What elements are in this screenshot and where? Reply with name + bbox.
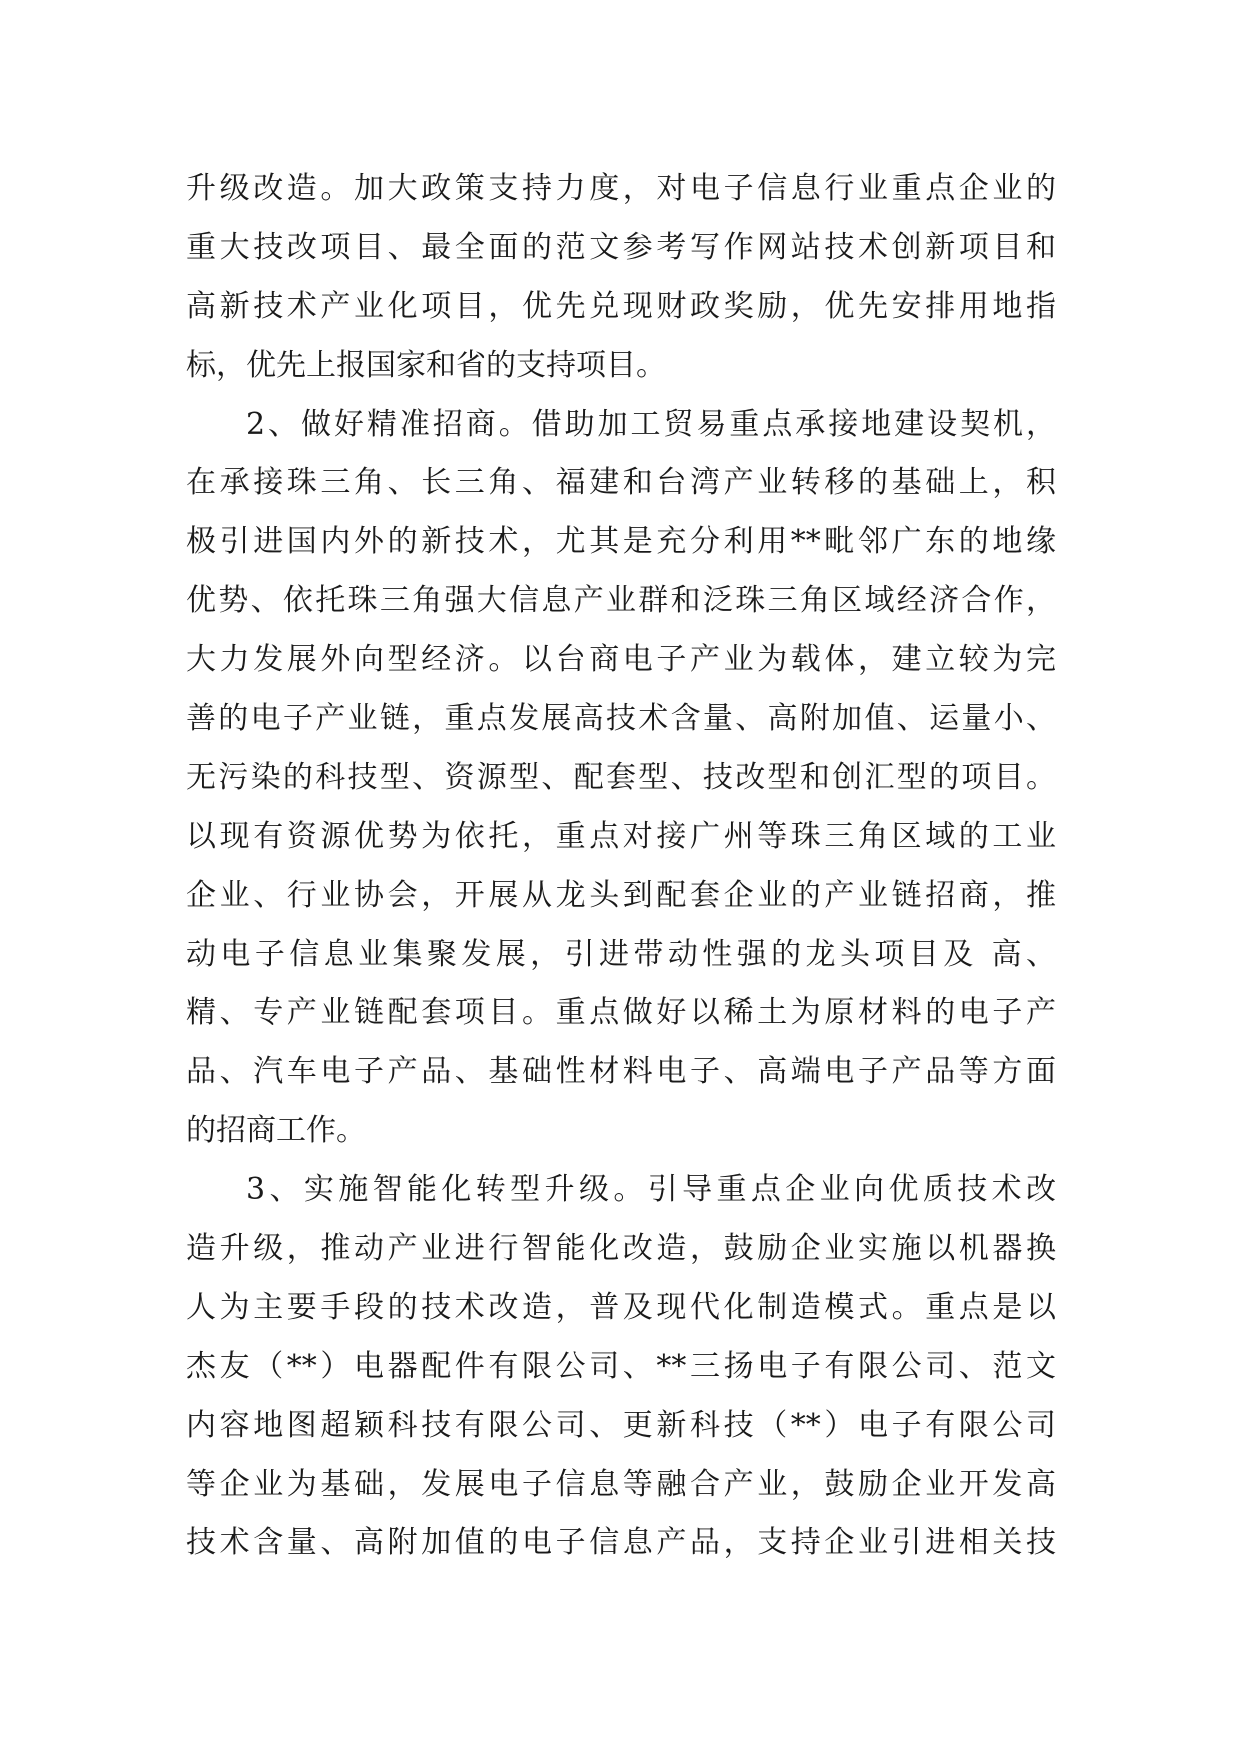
text-line: 高新技术产业化项目，优先兑现财政奖励，优先安排用地指 (186, 288, 1056, 324)
text-line: 无污染的科技型、资源型、配套型、技改型和创汇型的项目。 (186, 759, 1056, 795)
text-line: 优势、依托珠三角强大信息产业群和泛珠三角区域经济合作， (186, 583, 1056, 619)
text-line: 技术含量、高附加值的电子信息产品，支持企业引进相关技 (186, 1525, 1056, 1561)
text-line: 精、专产业链配套项目。重点做好以稀土为原材料的电子产 (186, 995, 1056, 1031)
text-line: 重大技改项目、最全面的范文参考写作网站技术创新项目和 (186, 229, 1056, 265)
text-line: 等企业为基础，发展电子信息等融合产业，鼓励企业开发高 (186, 1466, 1056, 1502)
text-line: 内容地图超颖科技有限公司、更新科技（**）电子有限公司 (186, 1407, 1056, 1443)
text-line: 杰友（**）电器配件有限公司、**三扬电子有限公司、范文 (186, 1348, 1056, 1384)
text-line: 在承接珠三角、长三角、福建和台湾产业转移的基础上，积 (186, 465, 1056, 501)
text-line: 造升级，推动产业进行智能化改造，鼓励企业实施以机器换 (186, 1231, 1056, 1267)
text-line: 动电子信息业集聚发展，引进带动性强的龙头项目及 高、 (186, 936, 1056, 972)
text-line: 3、实施智能化转型升级。引导重点企业向优质技术改 (246, 1172, 1056, 1208)
document-body (186, 160, 1056, 1573)
text-line: 大力发展外向型经济。以台商电子产业为载体，建立较为完 (186, 642, 1056, 678)
text-line: 以现有资源优势为依托，重点对接广州等珠三角区域的工业 (186, 818, 1056, 854)
text-line: 标，优先上报国家和省的支持项目。 (186, 347, 666, 383)
text-line: 升级改造。加大政策支持力度，对电子信息行业重点企业的 (186, 171, 1056, 206)
text-line: 的招商工作。 (186, 1113, 366, 1149)
text-line: 2、做好精准招商。借助加工贸易重点承接地建设契机， (246, 406, 1056, 442)
text-line: 极引进国内外的新技术，尤其是充分利用**毗邻广东的地缘 (186, 524, 1056, 560)
text-line: 企业、行业协会，开展从龙头到配套企业的产业链招商，推 (186, 877, 1056, 913)
text-line: 善的电子产业链，重点发展高技术含量、高附加值、运量小、 (186, 701, 1056, 737)
text-line: 人为主要手段的技术改造，普及现代化制造模式。重点是以 (186, 1289, 1056, 1325)
text-line: 品、汽车电子产品、基础性材料电子、高端电子产品等方面 (186, 1054, 1056, 1090)
